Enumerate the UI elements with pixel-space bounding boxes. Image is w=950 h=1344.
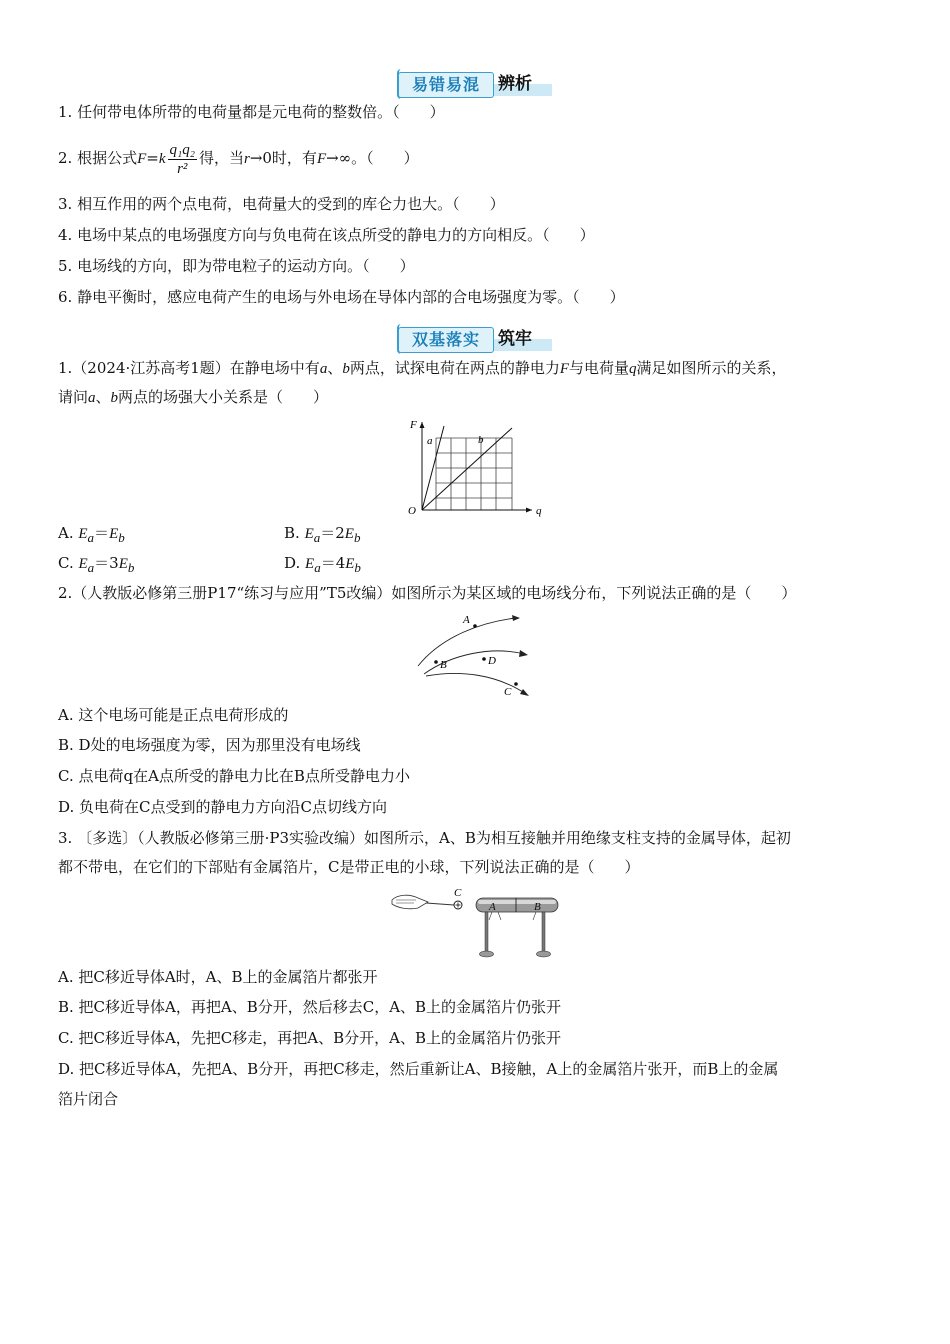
- q2-option-a[interactable]: A. 这个电场可能是正点电荷形成的: [58, 706, 289, 724]
- section-banner-errors: [398, 70, 558, 98]
- option-sub-a: a: [87, 560, 95, 575]
- option-E: E: [344, 526, 354, 542]
- hand-icon: [392, 895, 428, 909]
- s1-item-2-arrowinf: →∞。（ ）: [326, 149, 419, 167]
- option-rel: ＝: [94, 524, 110, 542]
- field-arrow-icon: [519, 650, 528, 657]
- formula-k: k: [158, 151, 166, 167]
- x-axis-arrow-icon: [526, 508, 532, 513]
- insulating-rod: [426, 903, 454, 905]
- label-A: A: [463, 614, 470, 626]
- option-letter: C.: [58, 554, 79, 572]
- q3-stem-line-1: 3. 〔多选〕（人教版必修第三册·P3实验改编）如图所示，A、B为相互接触并用绝缘支柱支持的金属导体，起初: [58, 829, 791, 847]
- option-rel: ＝2: [320, 524, 345, 542]
- q3-option-c[interactable]: C. 把C移近导体A，先把C移走，再把A、B分开，A、B上的金属箔片仍张开: [58, 1029, 561, 1047]
- formula-F2: F: [316, 151, 327, 167]
- hand-fingers: [396, 900, 416, 903]
- q1-option-a[interactable]: [58, 522, 125, 549]
- fraction-numerator: q₁q₂: [169, 141, 195, 158]
- graph-y-label: F: [410, 419, 417, 431]
- option-E: E: [305, 556, 315, 572]
- option-rel: ＝3: [94, 554, 119, 572]
- q3-option-d[interactable]: D. 把C移近导体A，先把A、B分开，再把C移走，然后重新让A、B接触，A上的金属箔片张开，而B上的金属: [58, 1060, 779, 1078]
- support-post-right: [542, 912, 545, 952]
- banner-tag: 易错易混: [398, 72, 494, 98]
- support-base-left: [480, 951, 494, 957]
- foil-A: [489, 912, 501, 920]
- q3-stem-line-2: 都不带电，在它们的下部贴有金属箔片，C是带正电的小球，下列说法正确的是（ ）: [58, 858, 640, 876]
- formula-eq: =: [146, 149, 159, 167]
- q1-sep: 、: [327, 359, 343, 377]
- option-letter: A.: [58, 524, 79, 542]
- banner-word: 筑牢: [498, 329, 532, 349]
- q2-option-d[interactable]: D. 负电荷在C点受到的静电力方向沿C点切线方向: [58, 798, 387, 816]
- s1-item-2-mid: 得，当: [198, 149, 244, 167]
- label-B: B: [534, 901, 541, 913]
- fraction-denominator: r²: [177, 160, 188, 177]
- graph-origin-label: O: [408, 505, 416, 517]
- q1-a: a: [319, 361, 328, 377]
- q1-text: 请问: [58, 388, 89, 406]
- option-E: E: [118, 556, 128, 572]
- option-E: E: [78, 556, 88, 572]
- q1-text: 两点的场强大小关系是（ ）: [118, 388, 329, 406]
- field-arrow-icon: [512, 615, 520, 621]
- q1-line-1: [58, 357, 787, 380]
- q3-option-d-continued: 箔片闭合: [58, 1090, 119, 1108]
- label-C: C: [454, 887, 462, 899]
- graph-grid: [436, 438, 512, 510]
- q2-option-c[interactable]: C. 点电荷q在A点所受的静电力比在B点所受静电力小: [58, 767, 410, 785]
- q1-b: b: [342, 361, 350, 377]
- q1-text: 1.（2024·江苏高考1题）在静电场中有: [58, 359, 320, 377]
- formula-F: F: [137, 151, 147, 167]
- q1-text: 与电荷量: [569, 359, 630, 377]
- option-E: E: [109, 526, 119, 542]
- q3-option-b[interactable]: B. 把C移近导体A，再把A、B分开，然后移去C，A、B上的金属箔片仍张开: [58, 998, 562, 1016]
- s1-item-5: 5. 电场线的方向，即为带电粒子的运动方向。（ ）: [58, 257, 415, 275]
- q1-sep: 、: [95, 388, 111, 406]
- option-E: E: [345, 556, 355, 572]
- s1-item-4: 4. 电场中某点的电场强度方向与负电荷在该点所受的静电力的方向相反。（ ）: [58, 226, 595, 244]
- s1-item-2-arrow0: →0时，有: [249, 149, 317, 167]
- label-D: D: [488, 655, 496, 667]
- q1-q: q: [629, 361, 637, 377]
- q1-option-b[interactable]: [284, 522, 360, 549]
- option-rel: ＝4: [320, 554, 346, 572]
- y-axis-arrow-icon: [420, 422, 425, 428]
- option-sub-b: b: [118, 530, 125, 545]
- q1-option-c[interactable]: [58, 552, 134, 579]
- option-E: E: [78, 526, 88, 542]
- q3-option-a[interactable]: A. 把C移近导体A时，A、B上的金属箔片都张开: [58, 968, 378, 986]
- q2-option-b[interactable]: B. D处的电场强度为零，因为那里没有电场线: [58, 736, 361, 754]
- q1-force-charge-graph: [398, 412, 548, 522]
- banner-tag: 双基落实: [398, 327, 494, 353]
- q1-a: a: [88, 390, 96, 406]
- option-sub-a: a: [314, 560, 321, 575]
- point-D-dot: [482, 657, 486, 661]
- point-A-dot: [473, 624, 477, 628]
- formula-fraction: [168, 141, 197, 178]
- q1-F: F: [559, 361, 570, 377]
- option-sub-b: b: [127, 560, 135, 575]
- graph-x-label: q: [536, 505, 542, 517]
- s1-item-6: 6. 静电平衡时，感应电荷产生的电场与外电场在导体内部的合电场强度为零。（ ）: [58, 288, 625, 306]
- label-C: C: [504, 686, 512, 698]
- point-B-dot: [434, 660, 438, 664]
- q3-conductor-apparatus-figure: [388, 884, 566, 964]
- s1-item-3: 3. 相互作用的两个点电荷，电荷量大的受到的库仑力也大。（ ）: [58, 195, 505, 213]
- label-B: B: [440, 659, 447, 671]
- field-line-2: [424, 651, 524, 674]
- option-sub-a: a: [313, 530, 321, 545]
- graph-line-b-label: b: [478, 434, 484, 446]
- s1-item-1: 1. 任何带电体所带的电荷量都是元电荷的整数倍。（ ）: [58, 103, 445, 121]
- q2-electric-field-lines-figure: [412, 608, 542, 700]
- option-sub-b: b: [354, 560, 361, 575]
- graph-line-a-label: a: [427, 435, 433, 447]
- q1-line-2: [58, 386, 328, 409]
- q1-option-d[interactable]: [284, 552, 361, 579]
- s1-item-2: [58, 140, 419, 178]
- support-post-left: [485, 912, 488, 952]
- option-E: E: [304, 526, 314, 542]
- support-base-right: [537, 951, 551, 957]
- option-letter: B.: [284, 524, 305, 542]
- field-arrow-icon: [520, 689, 529, 696]
- label-A: A: [489, 901, 496, 913]
- s1-item-2-prefix: 2. 根据公式: [58, 149, 138, 167]
- banner-word: 辨析: [498, 74, 532, 94]
- option-sub-b: b: [353, 530, 361, 545]
- formula-r: r: [243, 151, 250, 167]
- section-banner-basics: [398, 325, 558, 353]
- q1-text: 两点，试探电荷在两点的静电力: [349, 359, 560, 377]
- option-sub-a: a: [87, 530, 95, 545]
- q1-b: b: [110, 390, 119, 406]
- q1-text: 满足如图所示的关系，: [636, 359, 787, 377]
- point-C-dot: [514, 682, 518, 686]
- q2-stem: 2.（人教版必修第三册P17“练习与应用”T5改编）如图所示为某区域的电场线分布，下列说法正确的是（ ）: [58, 584, 797, 602]
- option-letter: D.: [284, 554, 306, 572]
